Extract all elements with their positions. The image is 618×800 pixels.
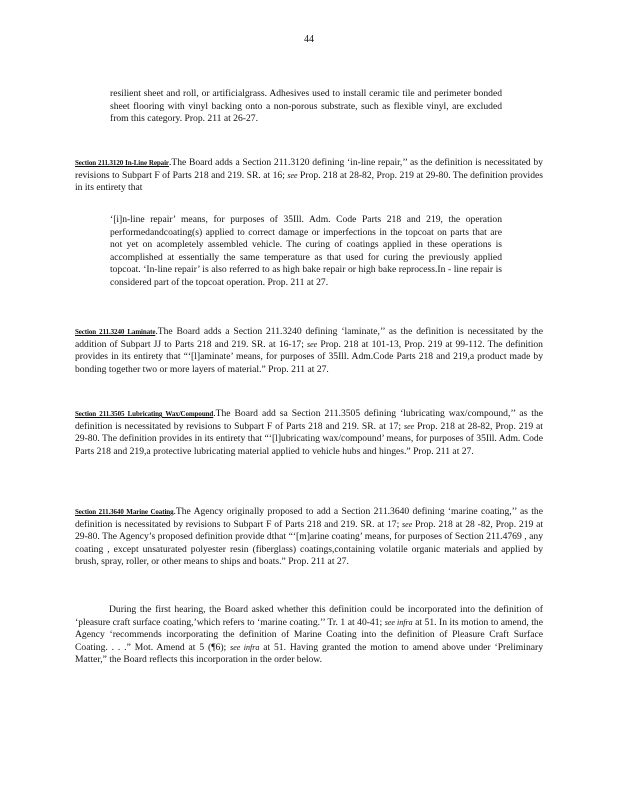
section-text-a: .The Board adds a Section 211.3120 defining ‘in-line repair,’’ as the definition is necessitated by revisions to Subpart F of Parts 218 and 219. SR. at 16; xyxy=(75,157,543,181)
section-marine-coating xyxy=(75,506,543,569)
section-lubricating-wax xyxy=(75,408,543,458)
see-signal: see xyxy=(287,170,298,180)
section-text-a: .The Agency originally proposed to add a Section 211.3640 defining ‘marine coating,’’ as the definition is necessitated by revisions to Subpart F of Parts 218 and 219. SR. at 17; xyxy=(75,506,543,530)
see-infra-signal: see infra xyxy=(384,617,413,627)
section-in-line-repair xyxy=(75,157,543,195)
section-heading-laminate: Section 211.3240 Laminate xyxy=(75,328,156,336)
see-infra-signal: see infra xyxy=(230,642,260,652)
section-text-a: .The Board add sa Section 211.3505 defining ‘lubricating wax/compound,’’ as the definition is necessitated by revisions to Subpart F of Parts 218 and 219. SR. at 17; xyxy=(75,408,543,432)
section-text-a: .The Board adds a Section 211.3240 defining ‘laminate,’’ as the definition is necessitated by the addition of Subpart JJ to Parts 218 and 219. SR. at 16-17; xyxy=(75,326,543,350)
see-signal: see xyxy=(403,421,415,431)
final-text-b: at 51. In its motion to amend, the Agency ‘recommends incorporating the definition of Marine Coating into the definition of Pleasure Craft Surface Coating. . . .” Mot. Amend at 5 (¶6); xyxy=(75,616,543,653)
section-text-b: Prop. 218 at 101-13, Prop. 219 at 99-112. The definition provides in its entirety that “‘[l]aminate’ means, for purposes of 35Ill. Adm.Code Parts 218 and 219,a product made by bonding together two or more layers of material.” Prop. 211 at 27. xyxy=(75,338,543,375)
page-number: 44 xyxy=(304,34,314,45)
section-laminate xyxy=(75,326,543,376)
section-text-b: Prop. 218 at 28-82, Prop. 219 at 29-80. The definition provides in its entirety that “‘[l]ubricating wax/compound’ means, for purposes of 35Ill. Adm. Code Parts 218 and 219,a protective lubricating material applied to vehicle hubs and hinges.” Prop. 211 at 27. xyxy=(75,420,543,457)
final-text-c: at 51. Having granted the motion to amend above under ‘Preliminary Matter,” the Board reflects this incorporation in the order below. xyxy=(75,641,543,666)
section-heading-marine-coating: Section 211.3640 Marine Coating xyxy=(75,508,174,516)
in-line-repair-definition-quote: ‘[i]n-line repair’ means, for purposes of 35Ill. Adm. Code Parts 218 and 219, the operation performedandcoating(s) applied to correct damage or imperfections in the topcoat on parts that are not yet on acompletely assembled vehicle. The curing of coatings applied in these operations is accomplished at essentially the same temperature as that used for curing the previously applied topcoat. ‘In-line repair’ is also referred to as high bake repair or high bake reprocess.In - line repair is considered part of the topcoat operation. Prop. 211 at 27. xyxy=(110,214,502,288)
section-text-b: Prop. 218 at 28 -82, Prop. 219 at 29-80. The Agency’s proposed definition provide dthat “‘[m]arine coating’ means, for purposes of Section 211.4769 , any coating , except unsaturated polyester resin (fiberglass) coatings,containing volatile organic materials and applied by brush, spray, roller, or other means to ships and boats.” Prop. 211 at 27. xyxy=(75,518,543,568)
final-paragraph xyxy=(75,604,543,667)
see-signal: see xyxy=(402,519,413,529)
final-text-a: During the first hearing, the Board asked whether this definition could be incorporated into the definition of ‘pleasure craft surface coating,’which refers to ‘marine coating.’’ Tr. 1 at 40-41; xyxy=(75,604,543,628)
section-heading-in-line-repair: Section 211.3120 In-Line Repair xyxy=(75,159,169,167)
section-heading-lubricating-wax: Section 211.3505 Lubricating Wax/Compound xyxy=(75,410,214,418)
intro-paragraph: resilient sheet and roll, or artificialgrass. Adhesives used to install ceramic tile and perimeter bonded sheet flooring with vinyl backing onto a non-porous substrate, such as flexible vinyl, are excluded from this category. Prop. 211 at 26-27. xyxy=(110,88,502,125)
section-text-b: Prop. 218 at 28-82, Prop. 219 at 29-80. The definition provides in its entirety that xyxy=(75,169,543,194)
see-signal: see xyxy=(307,339,318,349)
